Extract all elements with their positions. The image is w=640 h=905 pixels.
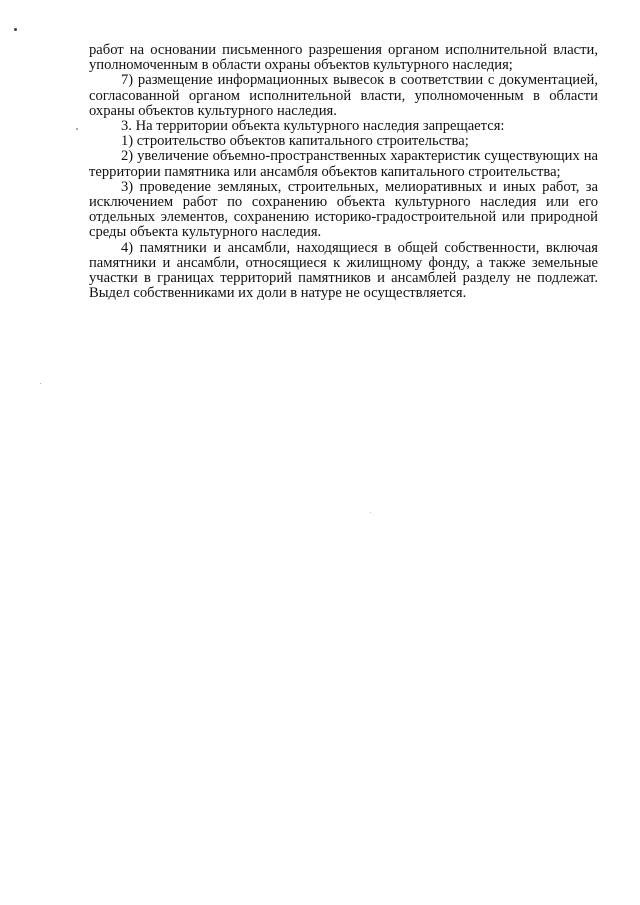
document-body <box>89 43 598 301</box>
paragraph-item-4: 4) памятники и ансамбли, находящиеся в общей собственности, включая памятники и ансамбли, относящиеся к жилищному фонду, а также земельные участки в границах территорий памятников и ансамблей разделу не подлежат. Выдел собственниками их доли в натуре не осуществляется. <box>89 239 598 302</box>
scan-speck <box>370 512 371 513</box>
scan-speck <box>14 28 17 31</box>
paragraph-item-2: 2) увеличение объемно-пространственных характеристик существующих на территории памятника или ансамбля объектов капитального строительства; <box>89 148 598 180</box>
paragraph-section-3-heading: 3. На территории объекта культурного наследия запрещается: <box>121 118 505 135</box>
paragraph-item-1: 1) строительство объектов капитального строительства; <box>121 133 469 150</box>
scan-speck <box>40 383 41 384</box>
paragraph-item-7: 7) размещение информационных вывесок в соответствии с документацией, согласованной органом исполнительной власти, уполномоченным в области охраны объектов культурного наследия. <box>89 72 598 119</box>
paragraph-item-3: 3) проведение земляных, строительных, мелиоративных и иных работ, за исключением работ по сохранению объекта культурного наследия или его отдельных элементов, сохранению историко-градостроительной или природной среды объекта культурного наследия. <box>89 178 598 241</box>
paragraph-continuation: работ на основании письменного разрешения органом исполнительной власти, уполномоченным в области охраны объектов культурного наследия; <box>89 42 598 74</box>
scan-speck <box>76 128 78 130</box>
